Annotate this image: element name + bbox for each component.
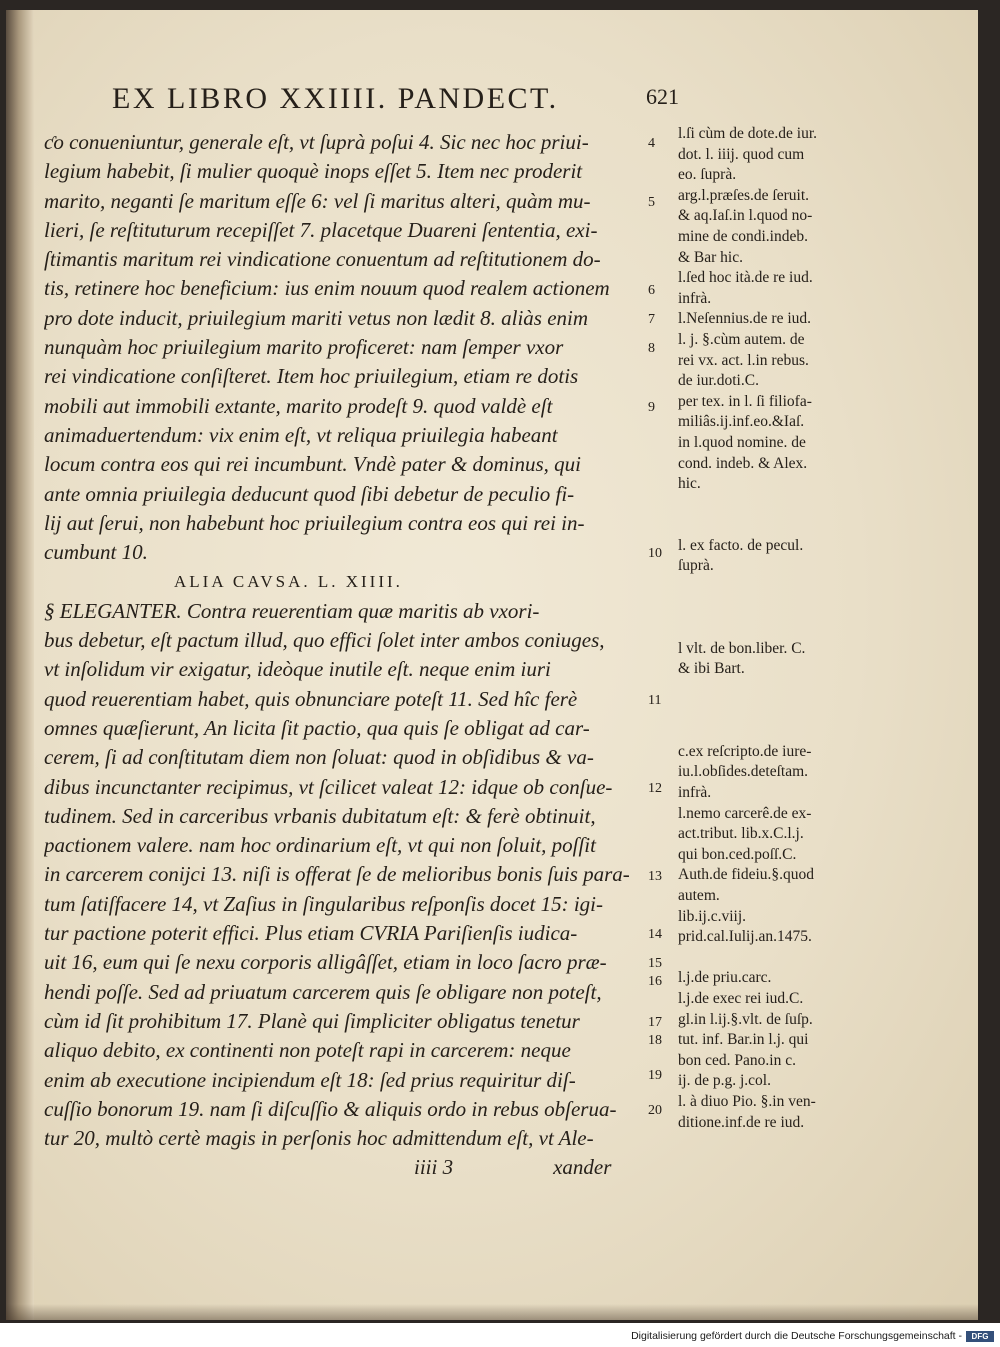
note-number: 7 [648, 311, 655, 327]
marginal-note-line: & Bar hic. [678, 248, 743, 266]
page-shadow [6, 1304, 978, 1320]
marginal-note-line: l.ſi cùm de dote.de iur. [678, 125, 818, 142]
marginal-note-line: l vlt. de bon.liber. C. [678, 639, 806, 657]
marginal-note-line: per tex. in l. ſi filiofa- [678, 392, 812, 410]
marginal-note-line: & aq.Iaſ.in l.quod no- [678, 207, 813, 225]
marginal-note-line [678, 680, 878, 701]
text-line: cùm id ſit prohibitum 17. Planè qui ſimpliciter obligatus tenetur [44, 1008, 580, 1033]
marginal-note-line: l.j.de priu.carc. [678, 969, 772, 987]
marginal-note-line: lib.ij.c.viij. [678, 907, 747, 925]
marginal-note-line: infrà. [678, 784, 712, 801]
text-line: lieri, ſe reſtituturum recepiſſet 7. placetque Duareni ſententia, exi- [44, 217, 598, 242]
marginal-note-line: miliâs.ij.inf.eo.&Iaſ. [678, 413, 805, 431]
note-number: 12 [648, 780, 662, 796]
text-line: ƈo conueniuntur, generale eſt, vt ſuprà poſui 4. Sic nec hoc priui- [44, 130, 589, 154]
marginal-note-line: c.ex reſcripto.de iure- [678, 742, 812, 760]
catchword: xander [553, 1155, 612, 1180]
text-line: dibus incunctanter recipimus, vt ſcilicet valeat 12: idque ob conſue- [44, 774, 613, 799]
marginal-note-line: qui bon.ced.poſſ.C. [678, 845, 797, 863]
text-line: tum ſatiſfacere 14, vt Zaſius in ſingularibus reſponſis docet 15: igi- [44, 891, 603, 916]
text-line: cerem, ſi ad conſtitutam diem non ſoluat: quod in obſidibus & va- [44, 745, 594, 770]
marginal-note-line [678, 495, 878, 516]
text-line: quod reuerentiam habet, quis obnunciare poteſt 11. Sed hîc ferè [44, 686, 578, 711]
text-line: hendi poſſe. Sed ad priuatum carcerem quis ſe obligare non poteſt, [44, 979, 602, 1004]
note-number: 4 [648, 136, 655, 151]
note-number: 18 [648, 1032, 662, 1048]
marginal-note-line: gl.in l.ij.§.vlt. de ſuſp. [678, 1010, 813, 1028]
note-number: 16 [648, 973, 662, 989]
note-number: 19 [648, 1067, 662, 1083]
marginal-note-line: l. à diuo Pio. §.in ven- [678, 1092, 816, 1110]
text-line: bus debetur, eſt pactum illud, quo effici ſolet inter ambos coniuges, [44, 628, 605, 653]
text-line: animaduertendum: vix enim eſt, vt reliqua priuilegia habeant [44, 422, 558, 447]
text-line: ALIA CAVSA. L. XIIII. [174, 572, 403, 592]
marginal-note-line: ſuprà. [678, 557, 714, 575]
marginal-note-line [678, 618, 878, 639]
note-number: 8 [648, 341, 655, 357]
text-line: in carcerem conijci 13. niſi is offerat ſe de melioribus bonis ſuis para- [44, 862, 630, 887]
text-line: cuſſio bonorum 19. nam ſi diſcuſſio & aliquis ordo in rebus obſerua- [44, 1096, 617, 1121]
marginal-note-line: in l.quod nomine. de [678, 433, 806, 451]
page-number: 621 [646, 84, 679, 109]
marginal-note-line: l. ex facto. de pecul. [678, 536, 804, 554]
note-number: 14 [648, 927, 662, 943]
marginal-note-line: autem. [678, 886, 720, 904]
note-number: 9 [648, 399, 655, 415]
marginal-note-line [678, 598, 878, 619]
marginal-note-line: l.Neſennius.de re iud. [678, 310, 812, 328]
text-line: cumbunt 10. [44, 540, 148, 565]
marginal-note-line [678, 515, 878, 536]
text-line: tur 20, multò certè magis in perſonis hoc admittendum eſt, vt Ale- [44, 1126, 594, 1151]
note-number: 11 [648, 692, 662, 708]
marginal-note-line [678, 721, 878, 742]
marginal-notes-column [678, 124, 878, 1133]
text-line: enim ab executione incipiendum eſt 18: ſed prius requiritur diſ- [44, 1067, 576, 1092]
marginal-note-line: de iur.doti.C. [678, 372, 759, 390]
marginal-note-line: tut. inf. Bar.in l.j. qui [678, 1031, 809, 1049]
note-number: 10 [648, 546, 662, 562]
text-line: locum contra eos qui rei incumbunt. Vndè pater & dominus, qui [44, 452, 581, 477]
marginal-note-line: prid.cal.Iulij.an.1475. [678, 928, 812, 946]
note-number: 15 [648, 956, 662, 972]
signature-line [44, 1153, 654, 1182]
marginal-note-line [678, 948, 878, 969]
text-line: nunquàm hoc priuilegium marito proficeret: nam ſemper vxor [44, 335, 564, 360]
text-line: § ELEGANTER. Contra reuerentiam quæ maritis ab vxori- [44, 598, 540, 623]
binding-gutter [6, 10, 34, 1320]
text-line: ante omnia priuilegia deducunt quod ſibi debetur de peculio fi- [44, 481, 575, 506]
note-number: 6 [648, 282, 655, 298]
text-line: vt inſolidum vir exigatur, ideòque inutile eſt. neque enim iuri [44, 657, 551, 682]
marginal-note-line: ij. de p.g. j.col. [678, 1072, 771, 1090]
marginal-note-line: l.nemo carcerê.de ex- [678, 804, 812, 822]
note-number: 5 [648, 194, 655, 210]
marginal-note-line [678, 701, 878, 722]
text-line: legium habebit, ſi mulier quoquè inops eſſet 5. Item nec proderit [44, 159, 583, 184]
marginal-note-line: infrà. [678, 289, 712, 307]
text-line: ſtimantis maritum rei vindicatione conuentum ad reſtitutionem do- [44, 247, 601, 272]
text-line: mobili aut immobili extante, marito prodeſt 9. quod valdè eſt [44, 393, 553, 418]
marginal-note-line [678, 577, 878, 598]
marginal-note-line: iu.l.obſides.deteſtam. [678, 763, 809, 781]
marginal-note-line: Auth.de fideiu.§.quod [678, 866, 815, 884]
main-text-column [44, 128, 654, 1183]
marginal-note-line: hic. [678, 475, 701, 493]
signature-mark: iiii 3 [414, 1155, 454, 1180]
text-line: uit 16, eum qui ſe nexu corporis alligâſſet, etiam in loco ſacro præ- [44, 950, 607, 975]
marginal-note-line: bon ced. Pano.in c. [678, 1051, 796, 1069]
marginal-note-line: mine de condi.indeb. [678, 227, 808, 245]
text-line: pactionem valere. nam hoc ordinarium eſt, vt qui non ſoluit, poſſit [44, 833, 596, 858]
text-line: marito, neganti ſe maritum eſſe 6: vel ſi maritus alteri, quàm mu- [44, 188, 591, 213]
text-line: lij aut ſerui, non habebunt hoc priuilegium contra eos qui rei in- [44, 510, 585, 535]
running-head: EX LIBRO XXIIII. PANDECT. [112, 82, 559, 115]
dfg-logo: DFG [966, 1331, 994, 1342]
marginal-note-line: cond. indeb. & Alex. [678, 454, 808, 472]
text-line: tur pactione poterit effici. Plus etiam CVRIA Pariſienſis iudica- [44, 921, 578, 946]
text-line: tudinem. Sed in carceribus vrbanis dubitatum eſt: & ferè obtinuit, [44, 803, 596, 828]
text-line: rei vindicatione conſiſteret. Item hoc priuilegium, etiam re dotis [44, 364, 579, 389]
marginal-note-line: l. j. §.cùm autem. de [678, 330, 805, 348]
marginal-note-line: rei vx. act. l.in rebus. [678, 351, 809, 369]
marginal-note-line: l.ſed hoc ità.de re iud. [678, 269, 813, 287]
marginal-note-line: dot. l. iiij. quod cum [678, 145, 805, 163]
marginal-note-line: arg.l.præſes.de ſeruit. [678, 186, 810, 204]
note-number: 20 [648, 1102, 662, 1118]
text-line: pro dote inducit, priuilegium mariti vetus non lædit 8. aliàs enim [44, 305, 589, 330]
text-line: tis, retinere hoc beneficium: ius enim nouum quod realem actionem [44, 276, 610, 301]
marginal-note-line: eo. ſuprà. [678, 166, 737, 184]
text-line: aliquo debito, ex continenti non poteſt rapi in carcerem: neque [44, 1038, 571, 1063]
marginal-note-line: act.tribut. lib.x.C.l.j. [678, 825, 804, 843]
text-line: omnes quæſierunt, An licita ſit pactio, qua quis ſe obligat ad car- [44, 715, 590, 740]
note-number: 13 [648, 868, 662, 884]
marginal-note-line: ditione.inf.de re iud. [678, 1113, 805, 1131]
digitization-credit: Digitalisierung gefördert durch die Deutsche Forschungsgemeinschaft - [631, 1330, 962, 1342]
note-number: 17 [648, 1015, 662, 1030]
marginal-note-line: & ibi Bart. [678, 660, 745, 678]
marginal-note-line: l.j.de exec rei iud.C. [678, 989, 804, 1007]
